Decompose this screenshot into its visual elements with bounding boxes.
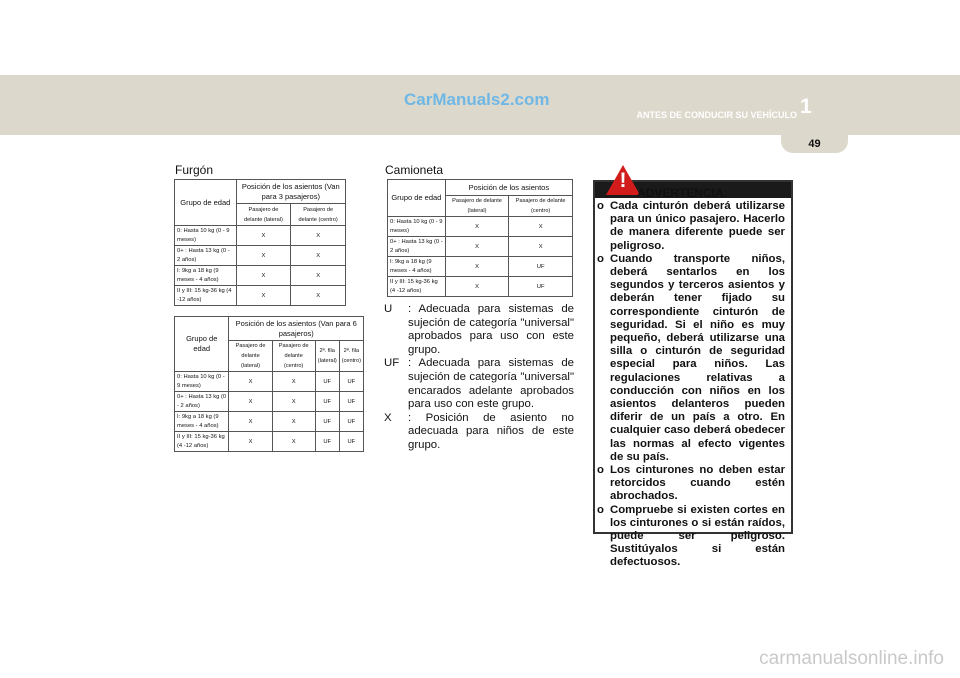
furgon-3-seat-table: [174, 179, 346, 306]
bullet: o: [597, 252, 604, 265]
legend-item: [384, 412, 574, 453]
cell-value: X: [229, 412, 272, 432]
col-header: Pasajero de delante (centro): [272, 341, 315, 372]
cell-value: X: [509, 217, 573, 237]
camioneta-title: Camioneta: [385, 163, 444, 177]
furgon-6-seat-table: [174, 316, 364, 452]
site-name[interactable]: CarManuals2.com: [404, 90, 550, 109]
position-header: Posición de los asientos (Van para 3 pasajeros): [236, 180, 345, 204]
table-row: [175, 372, 364, 392]
chapter-number: 1: [800, 95, 812, 118]
group-header: Grupo de edad: [388, 180, 446, 217]
row-label: 0: Hasta 10 kg (0 - 9 meses): [175, 372, 229, 392]
warning-item: [597, 464, 785, 504]
row-label: 0: Hasta 10 kg (0 - 9 meses): [175, 226, 237, 246]
cell-value: X: [236, 226, 291, 246]
bullet: o: [597, 200, 604, 212]
cell-value: UF: [339, 392, 363, 412]
warning-text: Cuando transporte niños, deberá sentarlos en los segundos y terceros asientos y deberán tener fijado su correspondiente cinturón de seguridad. Si el niño es muy pequeño, deberá utilizarse una silla o cinturón de seguridad especial para niños. Las regulaciones relativas a conducción con niños en los asientos delanteros pueden diferir de un país a otro. En cualquier caso deberá obedecer las normas al efecto vigentes de su país.: [610, 252, 785, 463]
table-row: [388, 217, 573, 237]
group-header: Grupo de edad: [175, 317, 229, 372]
cell-value: UF: [339, 432, 363, 452]
cell-value: X: [236, 266, 291, 286]
col-header: Pasajero de delante (lateral): [236, 204, 291, 226]
cell-value: UF: [339, 412, 363, 432]
camioneta-table: [387, 179, 573, 297]
cell-value: X: [445, 277, 509, 297]
cell-value: X: [272, 372, 315, 392]
cell-value: UF: [315, 372, 339, 392]
legend: [384, 303, 574, 453]
position-header: Posición de los asientos (Van para 6 pasajeros): [229, 317, 364, 341]
furgon-title: Furgón: [175, 163, 214, 177]
warning-item: [597, 504, 785, 570]
table-row: [175, 246, 346, 266]
cell-value: X: [445, 217, 509, 237]
position-header: Posición de los asientos: [445, 180, 572, 196]
watermark: carmanualsonline.info: [759, 648, 944, 669]
page-number: 49: [781, 135, 848, 153]
cell-value: X: [509, 237, 573, 257]
cell-value: X: [229, 392, 272, 412]
legend-item: [384, 303, 574, 357]
cell-value: X: [445, 237, 509, 257]
warning-list: [597, 200, 785, 570]
col-header: Pasajero de delante (centro): [291, 204, 346, 226]
cell-value: X: [229, 372, 272, 392]
row-label: I: 9kg a 18 kg (9 meses - 4 años): [175, 412, 229, 432]
cell-value: UF: [315, 412, 339, 432]
warning-text: Los cinturones no deben estar retorcidos cuando estén abrochados.: [610, 464, 785, 503]
row-label: 0+ : Hasta 13 kg (0 - 2 años): [388, 237, 446, 257]
cell-value: X: [291, 226, 346, 246]
cell-value: X: [272, 392, 315, 412]
table-row: [175, 286, 346, 306]
warning-item: [597, 200, 785, 253]
cell-value: X: [291, 246, 346, 266]
table-row: [175, 266, 346, 286]
row-label: I: 9kg a 18 kg (9 meses - 4 años): [175, 266, 237, 286]
cell-value: X: [272, 432, 315, 452]
cell-value: UF: [315, 432, 339, 452]
cell-value: X: [291, 286, 346, 306]
table-row: [175, 432, 364, 452]
row-label: I: 9kg a 18 kg (9 meses - 4 años): [388, 257, 446, 277]
legend-key: U: [384, 303, 393, 315]
cell-value: UF: [509, 277, 573, 297]
row-label: 0+ : Hasta 13 kg (0 - 2 años): [175, 246, 237, 266]
row-label: II y III: 15 kg-36 kg (4 -12 años): [388, 277, 446, 297]
table-row: [175, 226, 346, 246]
row-label: 0+ : Hasta 13 kg (0 - 2 años): [175, 392, 229, 412]
col-header: Pasajero de delante (lateral): [445, 196, 509, 217]
cell-value: X: [291, 266, 346, 286]
cell-value: UF: [509, 257, 573, 277]
legend-text: : Adecuada para sistemas de sujeción de categoría "universal" aprobados para uso con este grupo.: [408, 303, 574, 356]
col-header: Pasajero de delante (lateral): [229, 341, 272, 372]
cell-value: X: [229, 432, 272, 452]
group-header: Grupo de edad: [175, 180, 237, 226]
cell-value: UF: [339, 372, 363, 392]
row-label: II y III: 15 kg-36 kg (4 -12 años): [175, 286, 237, 306]
cell-value: X: [236, 286, 291, 306]
cell-value: X: [272, 412, 315, 432]
legend-text: : Posición de asiento no adecuada para niños de este grupo.: [408, 411, 574, 451]
cell-value: X: [445, 257, 509, 277]
warning-item: [597, 253, 785, 464]
warning-text: Cada cinturón deberá utilizarse para un único pasajero. Hacerlo de manera diferente puede ser peligroso.: [610, 200, 785, 252]
table-row: [175, 392, 364, 412]
warning-text: Compruebe si existen cortes en los cinturones o si están raídos, puede ser peligroso. Sustitúyalos si están defectuosos.: [610, 503, 785, 569]
col-header: 2ª. fila (centro): [339, 341, 363, 372]
table-row: [388, 277, 573, 297]
warning-title: ADVERTENCIA:: [637, 186, 728, 200]
col-header: 2ª. fila (lateral): [315, 341, 339, 372]
col-header: Pasajero de delante (centro): [509, 196, 573, 217]
legend-key: X: [384, 411, 392, 424]
row-label: 0: Hasta 10 kg (0 - 9 meses): [388, 217, 446, 237]
chapter-title: ANTES DE CONDUCIR SU VEHÍCULO: [636, 110, 797, 120]
legend-key: UF: [384, 357, 400, 370]
cell-value: UF: [315, 392, 339, 412]
legend-item: [384, 357, 574, 411]
bullet: o: [597, 464, 604, 477]
table-row: [175, 412, 364, 432]
table-row: [388, 237, 573, 257]
cell-value: X: [236, 246, 291, 266]
exclamation-icon: !: [619, 169, 627, 192]
table-row: [388, 257, 573, 277]
legend-text: : Adecuada para sistemas de sujeción de categoría "universal" encarados adelante aprobados para uso con este grupo.: [408, 357, 574, 411]
row-label: II y III: 15 kg-36 kg (4 -12 años): [175, 432, 229, 452]
bullet: o: [597, 503, 604, 516]
